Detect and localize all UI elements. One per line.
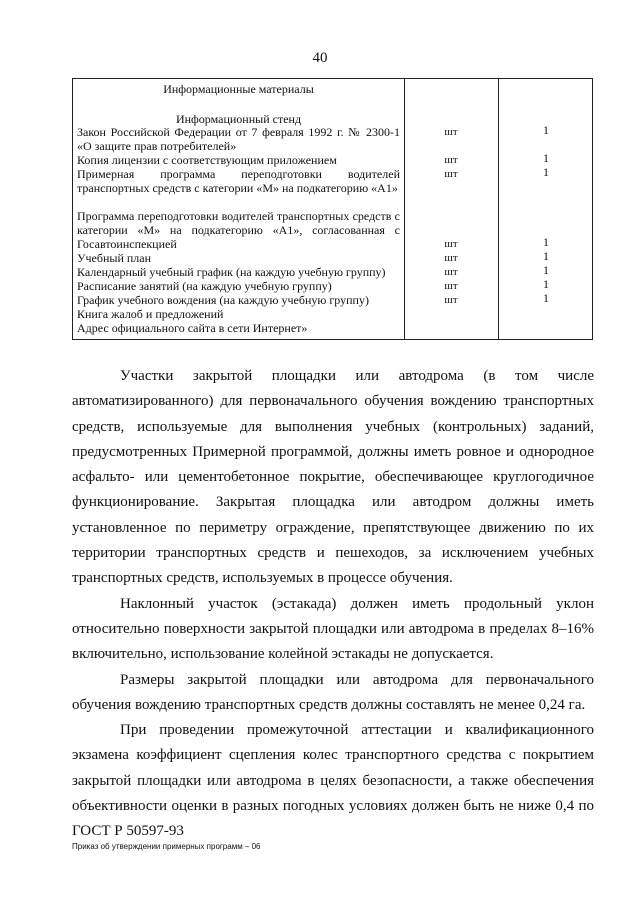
table-row-text: Учебный план (77, 251, 152, 265)
table-row-text: Календарный учебный график (на каждую учебную группу) (77, 265, 386, 279)
table-row-text: График учебного вождения (на каждую учебную группу) (77, 293, 369, 307)
table-row-unit: шт (444, 266, 458, 278)
table-row-qty: 1 (543, 291, 549, 305)
table-row-text: Книга жалоб и предложений (77, 307, 224, 321)
table-row-text: Расписание занятий (на каждую учебную группу) (77, 279, 332, 293)
table-row-qty: 1 (543, 151, 549, 165)
table-row-qty: 1 (543, 165, 549, 179)
table-row-text: Примерная программа переподготовки водителей транспортных средств с категории «М» на подкатегорию «А1» (77, 167, 400, 195)
table-row-qty: 1 (543, 263, 549, 277)
footer-note: Приказ об утверждении примерных программ – 06 (72, 842, 261, 851)
table-section-title: Информационный стенд (175, 112, 302, 126)
table-row-unit: шт (444, 294, 458, 306)
table-row-qty: 1 (543, 277, 549, 291)
table-row-unit: шт (444, 238, 458, 250)
table-row-qty: 1 (543, 123, 549, 137)
table-row-unit: шт (444, 154, 458, 166)
table-row-qty: 1 (543, 249, 549, 263)
paragraph: Размеры закрытой площадки или автодрома для первоначального обучения вождению транспортных средств должны составлять не менее 0,24 га. (72, 671, 594, 713)
table-row-unit: шт (444, 126, 458, 138)
table-row-qty: 1 (543, 235, 549, 249)
table-row-text: Адрес официального сайта в сети Интернет» (77, 321, 308, 335)
table-row-unit: шт (444, 168, 458, 180)
materials-table (72, 78, 593, 340)
table-row-unit: шт (444, 252, 458, 264)
table-row-text: Копия лицензии с соответствующим приложением (77, 153, 337, 167)
page-number: 40 (312, 50, 328, 66)
paragraph: Наклонный участок (эстакада) должен иметь продольный уклон относительно поверхности закрытой площадки или автодрома в пределах 8–16% включительно, использование колейной эстакады не допускается. (72, 595, 594, 663)
paragraph: При проведении промежуточной аттестации и квалификационного экзамена коэффициент сцепления колес транспортного средства с покрытием закрытой площадки или автодрома в целях безопасности, а также обеспечения объективности оценки в разных погодных условиях должен быть не ниже 0,4 по ГОСТ Р 50597-93 (72, 722, 594, 840)
table-row-text: Закон Российской Федерации от 7 февраля 1992 г. № 2300-1 «О защите прав потребителей» (77, 125, 400, 153)
paragraph: Участки закрытой площадки или автодрома (в том числе автоматизированного) для первоначального обучения вождению транспортных средств, используемые для выполнения учебных (контрольных) заданий, предусмотренных Примерной программой, должны иметь ровное и однородное асфальто- или цементобетонное покрытие, обеспечивающее круглогодичное функционирование. Закрытая площадка или автодром должны иметь установленное по периметру ограждение, препятствующее движению по их территории транспортных средств и пешеходов, за исключением учебных транспортных средств, используемых в процессе обучения. (72, 368, 594, 587)
table-row-unit: шт (444, 280, 458, 292)
body-text (72, 364, 594, 845)
table-row-text: Программа переподготовки водителей транспортных средств с категории «М» на подкатегорию «А1», согласованная с Госавтоинспекцией (77, 209, 400, 251)
table-header: Информационные материалы (163, 82, 314, 96)
